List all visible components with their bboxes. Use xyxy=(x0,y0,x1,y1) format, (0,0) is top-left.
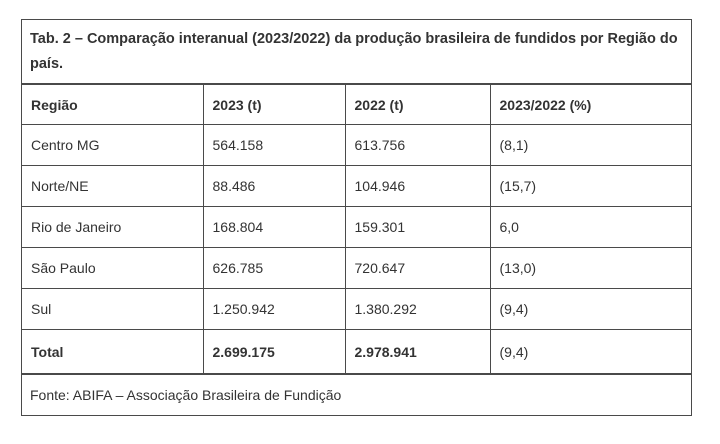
cell-2022: 159.301 xyxy=(345,207,490,248)
cell-2022: 613.756 xyxy=(345,125,490,166)
header-cell-regiao: Região xyxy=(22,85,203,125)
table-caption: Tab. 2 – Comparação interanual (2023/2022) da produção brasileira de fundidos por Região do país. xyxy=(22,20,691,84)
total-label: Total xyxy=(22,330,203,374)
cell-change: (15,7) xyxy=(490,166,691,207)
cell-region: Centro MG xyxy=(22,125,203,166)
header-cell-2023: 2023 (t) xyxy=(203,85,345,125)
table-header-row xyxy=(22,85,691,125)
cell-2023: 88.486 xyxy=(203,166,345,207)
total-2023: 2.699.175 xyxy=(203,330,345,374)
header-cell-change: 2023/2022 (%) xyxy=(490,85,691,125)
cell-change: (8,1) xyxy=(490,125,691,166)
cell-change: (9,4) xyxy=(490,289,691,330)
cell-2022: 104.946 xyxy=(345,166,490,207)
table-row xyxy=(22,166,691,207)
cell-region: Sul xyxy=(22,289,203,330)
cell-2023: 564.158 xyxy=(203,125,345,166)
cell-region: Rio de Janeiro xyxy=(22,207,203,248)
cell-2022: 1.380.292 xyxy=(345,289,490,330)
table-source: Fonte: ABIFA – Associação Brasileira de Fundição xyxy=(22,374,691,414)
table-row xyxy=(22,248,691,289)
cell-2022: 720.647 xyxy=(345,248,490,289)
table-grid xyxy=(22,84,691,374)
table-row xyxy=(22,289,691,330)
table-total-row xyxy=(22,330,691,374)
cell-region: Norte/NE xyxy=(22,166,203,207)
data-table xyxy=(21,19,692,416)
total-2022: 2.978.941 xyxy=(345,330,490,374)
cell-2023: 1.250.942 xyxy=(203,289,345,330)
header-cell-2022: 2022 (t) xyxy=(345,85,490,125)
cell-2023: 168.804 xyxy=(203,207,345,248)
cell-change: (13,0) xyxy=(490,248,691,289)
cell-change: 6,0 xyxy=(490,207,691,248)
table-row xyxy=(22,125,691,166)
table-row xyxy=(22,207,691,248)
total-change: (9,4) xyxy=(490,330,691,374)
cell-2023: 626.785 xyxy=(203,248,345,289)
cell-region: São Paulo xyxy=(22,248,203,289)
